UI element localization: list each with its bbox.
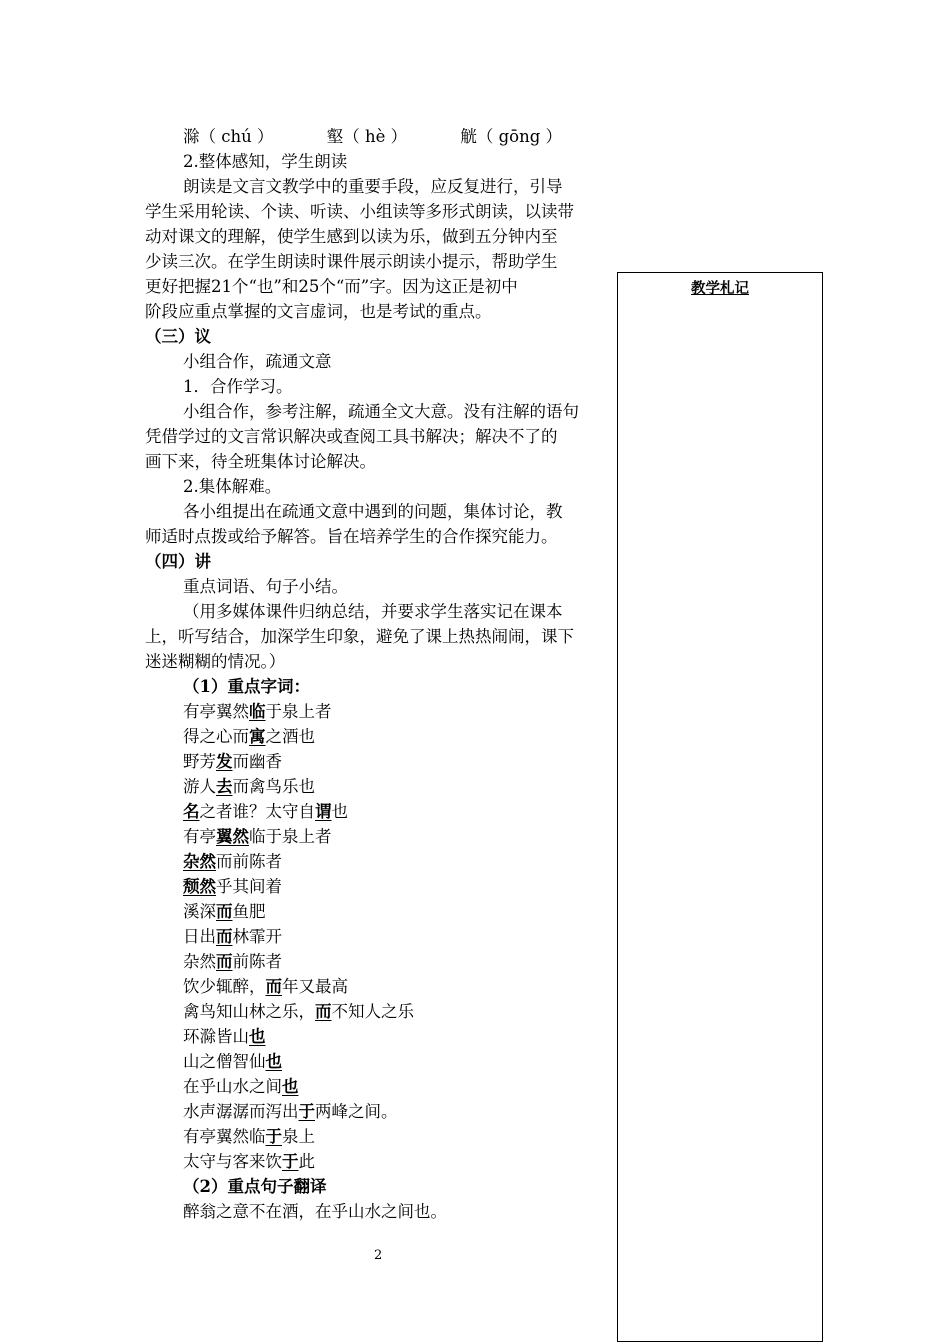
media-para-line-3: 迷迷糊糊的情况。） bbox=[145, 652, 286, 671]
page-number: 2 bbox=[374, 1248, 383, 1263]
group-work-line: 小组合作，疏通文意 bbox=[183, 352, 332, 371]
coop-para-line-3: 画下来，待全班集体讨论解决。 bbox=[145, 452, 376, 471]
key-word-line: 溪深而鱼肥 bbox=[183, 902, 266, 921]
heading-explain: （四）讲 bbox=[145, 552, 211, 571]
key-word-line: 在乎山水之间也 bbox=[183, 1077, 299, 1096]
reading-para-line-5: 更好把握21个“也”和25个“而”字。因为这正是初中 bbox=[145, 277, 518, 296]
media-para-line-1: （用多媒体课件归纳总结，并要求学生落实记在课本 bbox=[183, 602, 563, 621]
key-word-line: 游人去而禽鸟乐也 bbox=[183, 777, 315, 796]
key-word-line: 有亭翼然临于泉上者 bbox=[183, 702, 332, 721]
key-word-line: 饮少辄醉，而年又最高 bbox=[183, 977, 348, 996]
key-word-line: 名之者谁？太守自谓也 bbox=[183, 802, 348, 821]
key-word-line: 日出而林霏开 bbox=[183, 927, 282, 946]
key-word-line: 禽鸟知山林之乐，而不知人之乐 bbox=[183, 1002, 414, 1021]
reading-para-line-4: 少读三次。在学生朗读时课件展示朗读小提示，帮助学生 bbox=[145, 252, 558, 271]
key-word-line: 杂然而前陈者 bbox=[183, 852, 282, 871]
pinyin-he: 壑（ hè ） bbox=[326, 127, 408, 146]
key-sentence-1: 醉翁之意不在酒，在乎山水之间也。 bbox=[183, 1202, 447, 1221]
key-word-line: 颓然乎其间着 bbox=[183, 877, 282, 896]
reading-para-line-1: 朗读是文言文教学中的重要手段，应反复进行，引导 bbox=[183, 177, 563, 196]
teaching-notes-box bbox=[617, 272, 823, 1342]
item-1-title: 1．合作学习。 bbox=[183, 377, 293, 396]
key-word-line: 环滁皆山也 bbox=[183, 1027, 266, 1046]
reading-para-line-2: 学生采用轮读、个读、听读、小组读等多形式朗读，以读带 bbox=[145, 202, 574, 221]
key-word-line: 野芳发而幽香 bbox=[183, 752, 282, 771]
reading-para-line-6: 阶段应重点掌握的文言虚词，也是考试的重点。 bbox=[145, 302, 492, 321]
key-word-line: 得之心而寓之酒也 bbox=[183, 727, 315, 746]
media-para-line-2: 上，听写结合，加深学生印象，避免了课上热热闹闹，课下 bbox=[145, 627, 574, 646]
pinyin-gong: 觥（ gōng ） bbox=[460, 127, 563, 146]
heading-discuss: （三）议 bbox=[145, 327, 211, 346]
key-word-line: 山之僧智仙也 bbox=[183, 1052, 282, 1071]
item-2-title: 2.集体解难。 bbox=[183, 477, 282, 496]
pinyin-chu: 滁（ chú ） bbox=[183, 127, 274, 146]
key-word-line: 水声潺潺而泻出于两峰之间。 bbox=[183, 1102, 398, 1121]
reading-para-line-3: 动对课文的理解，使学生感到以读为乐，做到五分钟内至 bbox=[145, 227, 558, 246]
section-2-title: 2.整体感知，学生朗读 bbox=[183, 152, 348, 171]
key-word-line: 杂然而前陈者 bbox=[183, 952, 282, 971]
key-word-line: 有亭翼然临于泉上者 bbox=[183, 827, 332, 846]
key-sentences-title: （2）重点句子翻译 bbox=[183, 1177, 327, 1196]
pinyin-line bbox=[183, 124, 610, 149]
discuss-para-line-2: 师适时点拨或给予解答。旨在培养学生的合作探究能力。 bbox=[145, 527, 558, 546]
key-word-line: 太守与客来饮于此 bbox=[183, 1152, 315, 1171]
discuss-para-line-1: 各小组提出在疏通文意中遇到的问题，集体讨论，教 bbox=[183, 502, 563, 521]
teaching-notes-title: 教学札记 bbox=[691, 281, 749, 297]
key-word-line: 有亭翼然临于泉上 bbox=[183, 1127, 315, 1146]
coop-para-line-2: 凭借学过的文言常识解决或查阅工具书解决；解决不了的 bbox=[145, 427, 558, 446]
key-words-title: （1）重点字词： bbox=[183, 677, 310, 696]
summary-line: 重点词语、句子小结。 bbox=[183, 577, 348, 596]
coop-para-line-1: 小组合作，参考注解，疏通全文大意。没有注解的语句 bbox=[183, 402, 579, 421]
